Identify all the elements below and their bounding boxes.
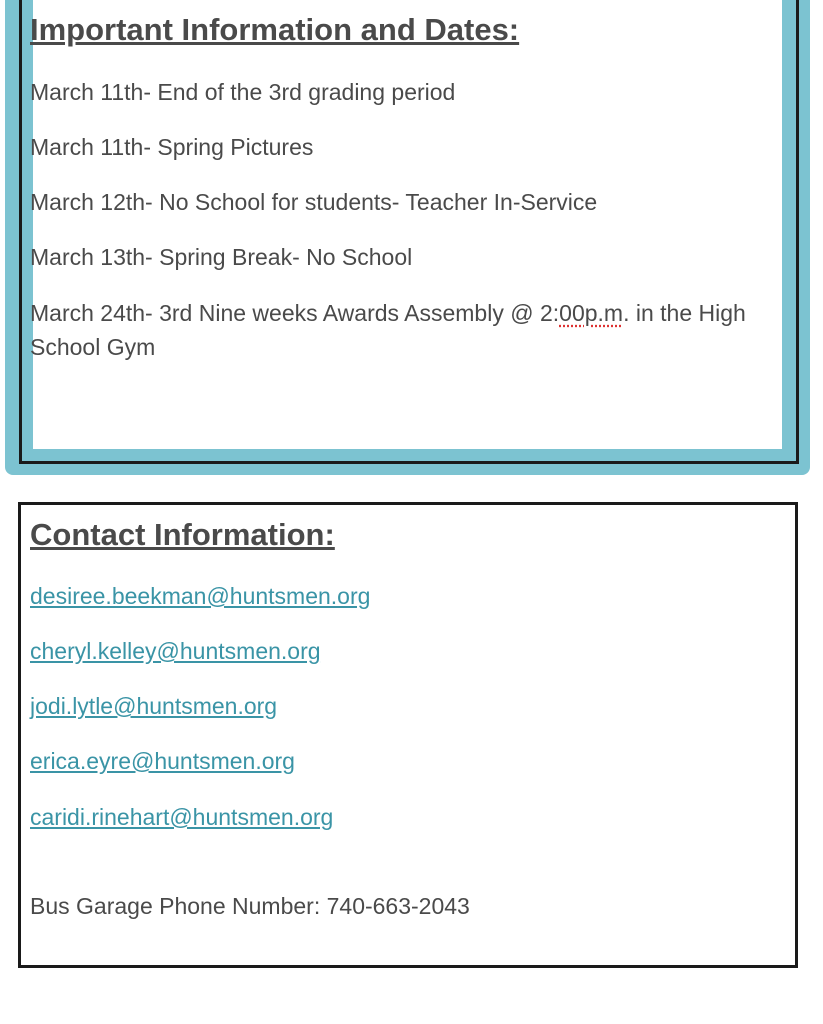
bus-garage-phone: Bus Garage Phone Number: 740-663-2043 — [30, 893, 470, 919]
dates-panel — [33, 0, 782, 449]
assembly-text-start: March 24th- 3rd Nine weeks Awards Assembly @ 2: — [30, 300, 560, 326]
date-item: March 11th- Spring Pictures — [30, 134, 314, 160]
contact-heading: Contact Information: — [30, 517, 335, 552]
email-link[interactable]: caridi.rinehart@huntsmen.org — [30, 804, 334, 830]
date-item: March 13th- Spring Break- No School — [30, 244, 413, 270]
dates-heading: Important Information and Dates: — [30, 12, 520, 47]
spellcheck-flagged-time: 00p.m — [559, 300, 624, 326]
date-item: March 12th- No School for students- Teacher In-Service — [30, 189, 598, 215]
email-link[interactable]: desiree.beekman@huntsmen.org — [30, 583, 371, 609]
date-item: March 11th- End of the 3rd grading period — [30, 79, 456, 105]
email-link[interactable]: cheryl.kelley@huntsmen.org — [30, 638, 321, 664]
date-item-assembly — [30, 296, 750, 364]
email-link[interactable]: jodi.lytle@huntsmen.org — [30, 693, 278, 719]
email-link[interactable]: erica.eyre@huntsmen.org — [30, 748, 295, 774]
assembly-text-end: . in the High School Gym — [30, 300, 746, 360]
